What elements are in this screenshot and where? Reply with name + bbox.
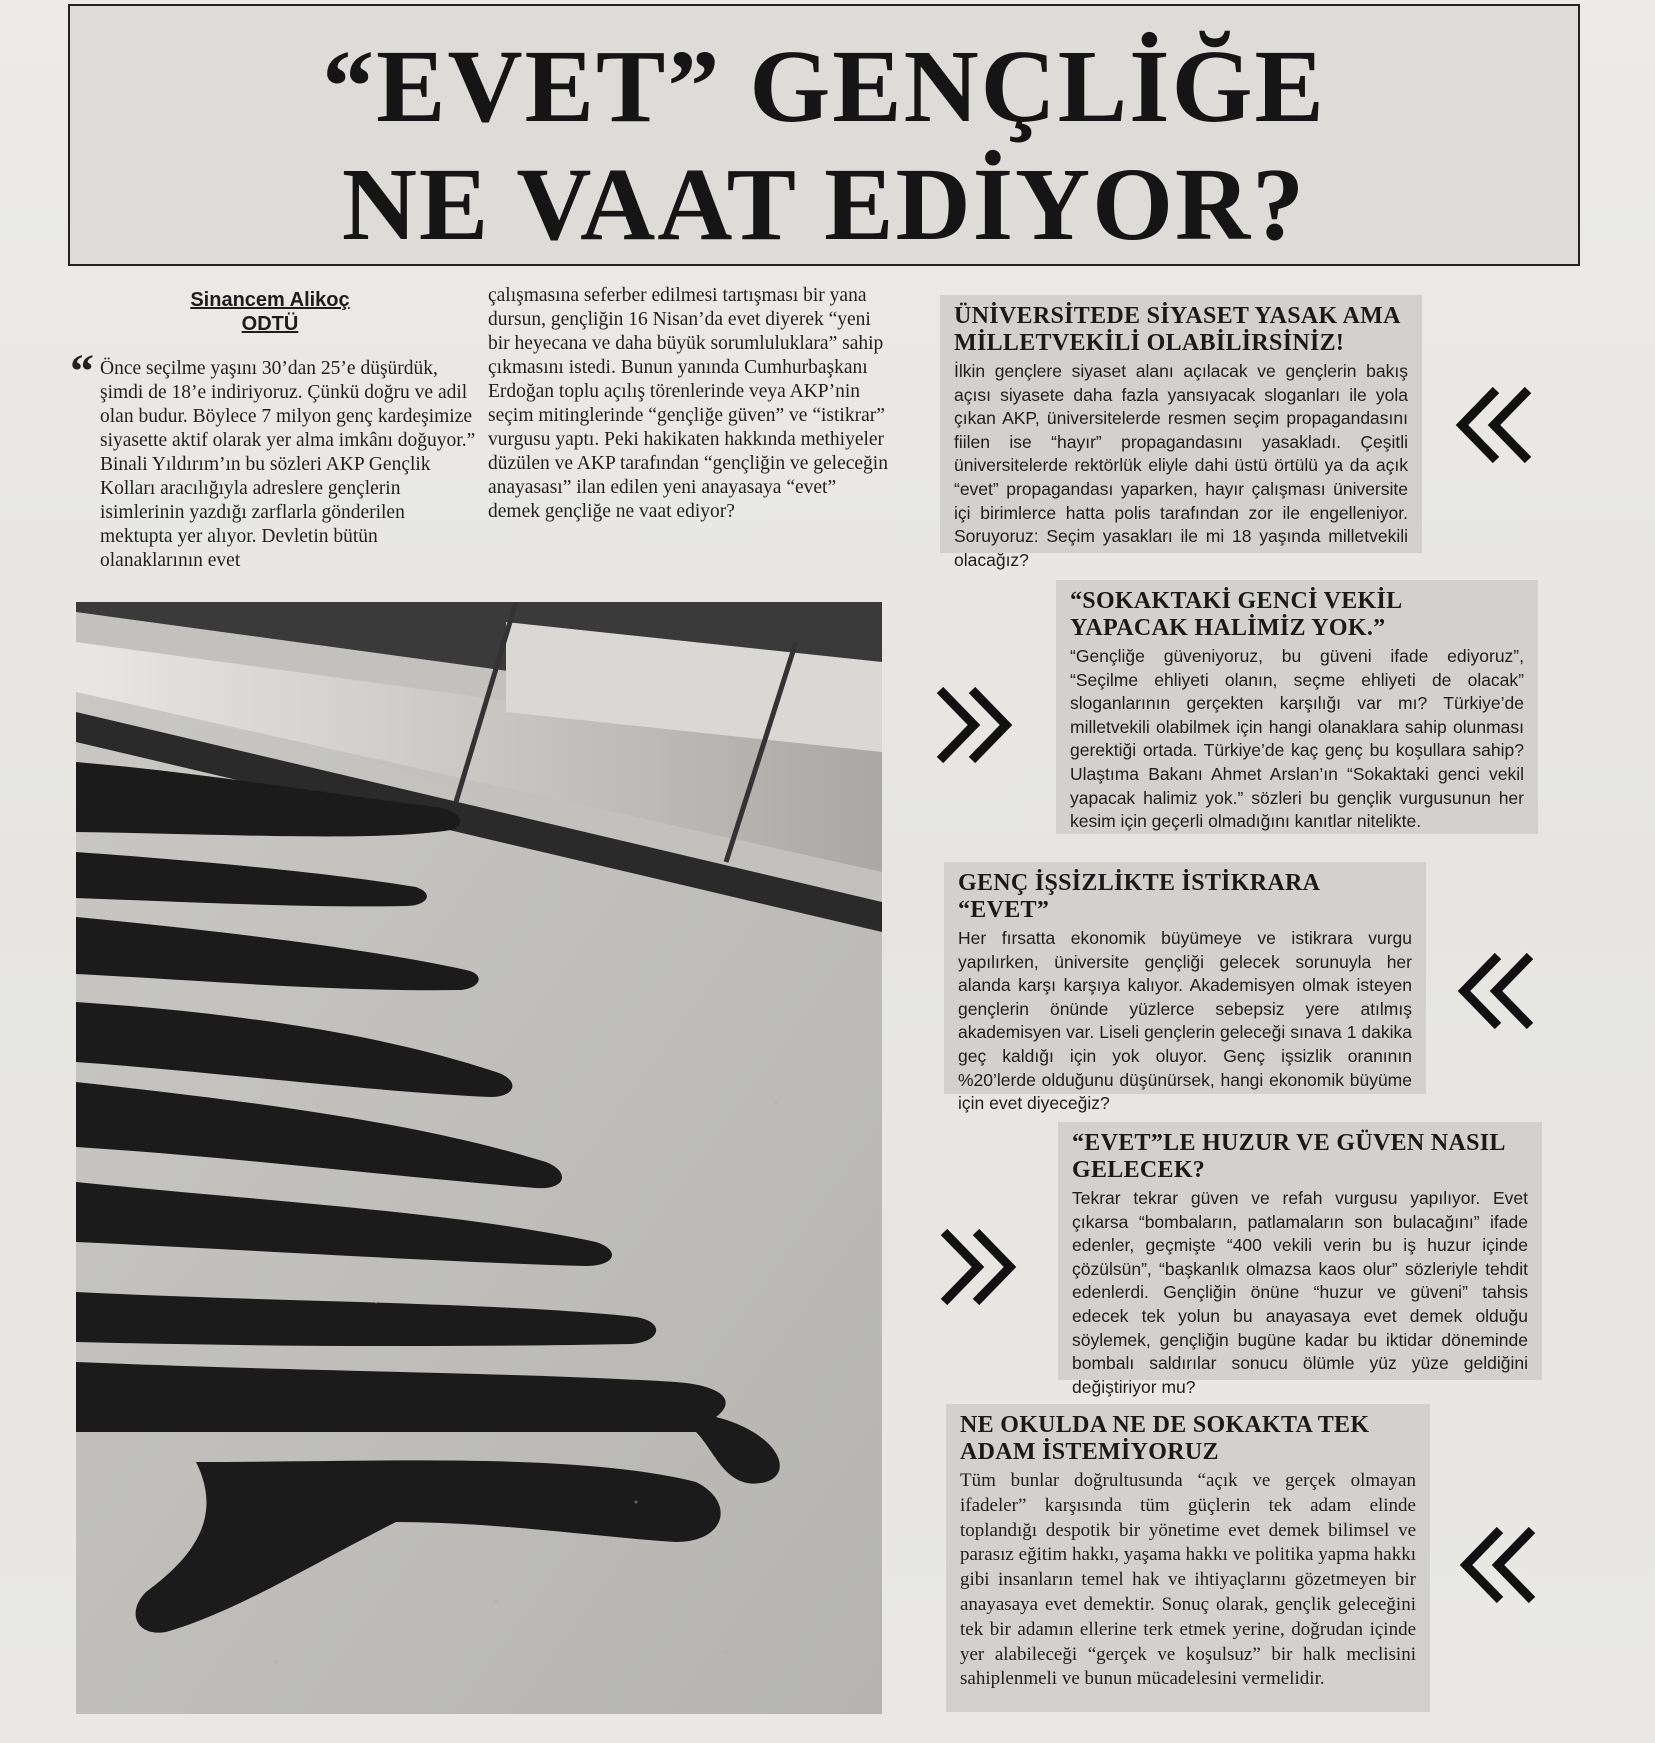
section-title: “EVET”LE HUZUR VE GÜVEN NASIL GELECEK?	[1072, 1130, 1505, 1183]
double-chevron-left-icon	[1448, 380, 1538, 470]
section-box-5	[946, 1404, 1430, 1712]
shadows-photo	[76, 602, 882, 1714]
headline	[70, 28, 1578, 264]
byline	[140, 288, 400, 336]
author-name: Sinancem Alikoç	[190, 289, 350, 311]
double-chevron-left-icon	[1452, 1520, 1542, 1610]
double-chevron-right-icon	[930, 680, 1020, 770]
section-title: NE OKULDA NE DE SOKAKTA TEK ADAM İSTEMİYORUZ	[960, 1412, 1370, 1465]
section-title: “SOKAKTAKİ GENCİ VEKİL YAPACAK HALİMİZ YOK.”	[1070, 588, 1402, 641]
headline-line-2: NE VAAT EDİYOR?	[341, 147, 1307, 262]
section-body: Her fırsatta ekonomik büyümeye ve istikrara vurgu yapılırken, üniversite gençliği gelecek sorunuyla her alanda karşı karşıya kalıyor. Akademisyen olmak isteyen gençlerin önünde yüzlerce sebepsiz yere atılmış akademisyen var. Liseli gençlerin geleceği sınava 1 dakika geç kaldığı için yok oluyor. Genç işsizlik oranının %20’lerde olduğunu düşünürsek, hangi ekonomik büyüme için evet diyeceğiz?	[958, 928, 1412, 1114]
headline-line-1: “EVET” GENÇLİĞE	[322, 29, 1326, 144]
double-chevron-left-icon	[1450, 946, 1540, 1036]
section-body: Tekrar tekrar güven ve refah vurgusu yapılıyor. Evet çıkarsa “bombaların, patlamaların son bulacağını” ifade edenler, geçmişte “400 vekili verin bu iş huzur içinde çözülsün”, “başkanlık olmazsa kaos olur” sözleriyle tehdit edenlerdi. Gençliğin önüne “huzur ve güveni” tahsis edecek tek yolun bu anayasaya evet demek olduğu söylemek, gençliğin bugüne kadar bu iktidar döneminde bombalı saldırılar sonucu ölümle yüz yüze geldiğini değiştiriyor mu?	[1072, 1188, 1528, 1397]
double-chevron-right-icon	[934, 1222, 1024, 1312]
headline-box	[68, 4, 1580, 266]
open-quote-mark: “	[70, 345, 94, 398]
section-title: GENÇ İŞSİZLİKTE İSTİKRARA “EVET”	[958, 870, 1319, 923]
shadows-photo-icon	[76, 602, 882, 1714]
intro-column-1: Önce seçilme yaşını 30’dan 25’e düşürdük, şimdi de 18’e indiriyoruz. Çünkü doğru ve adil olan budur. Böylece 7 milyon genç kardeşimize siyasette aktif olarak yer alma imkânı doğuyor.” Binali Yıldırım’ın bu sözleri AKP Gençlik Kolları aracılığıyla adreslere gençlerin isimlerinin yazdığı zarflarla gönderilen mektupta yer alıyor. Devletin bütün olanaklarının evet	[100, 358, 476, 571]
section-box-1	[940, 295, 1422, 570]
section-box-2	[1056, 580, 1538, 834]
section-box-3	[944, 862, 1426, 1114]
section-body: Tüm bunlar doğrultusunda “açık ve gerçek olmayan ifadeler” karşısında tüm güçlerin tek adam elinde toplandığı despotik bir yönetime evet demek bilimsel ve parasız eğitim hakkı, yaşama hakkı ve politika yapma hakkı gibi insanların temel hak ve ihtiyaçlarını gözetmeyen bir anayasaya evet demektir. Sonuç olarak, gençlik geleceğini tek bir adamın ellerine terk etmek yerine, doğrudan içinde yer alabileceği “gerçek ve koşulsuz” bir halk meclisini sahiplenmeli ve bunun mücadelesini vermelidir.	[960, 1470, 1416, 1690]
intro-column-2: çalışmasına seferber edilmesi tartışması bir yana dursun, gençliğin 16 Nisan’da evet diyerek “yeni bir heyecana ve daha büyük sorumluluklara” sahip çıkmasını istedi. Bunun yanında Cumhurbaşkanı Erdoğan toplu açılış törenlerinde veya AKP’nin seçim mitinglerinde “gençliğe güven” ve “istikrar” vurgusu yaptı. Peki hakikaten hakkında methiyeler düzülen ve AKP tarafından “gençliğin ve geleceğin anayasası” ilan edilen yeni anayasaya “evet” demek gençliğe ne vaat ediyor?	[488, 285, 888, 522]
section-body: İlkin gençlere siyaset alanı açılacak ve gençlerin bakış açısı siyasete daha fazla yansıyacak sloganları ile yola çıkan AKP, üniversitelerde resmen seçim propagandasını fiilen ise “hayır” propagandasını yasakladı. Çeşitli üniversitelerde rektörlük eliyle dahi üstü örtülü ya da açık “evet” propagandası yaparken, hayır çalışması üniversite içi birimlerce hatta polis tarafından zor ile engelleniyor. Soruyoruz: Seçim yasakları ile mi 18 yaşında milletvekili olacağız?	[954, 361, 1408, 570]
author-school: ODTÜ	[241, 313, 299, 335]
section-title: ÜNİVERSİTEDE SİYASET YASAK AMA MİLLETVEKİLİ OLABİLİRSİNİZ!	[954, 303, 1400, 356]
section-box-4	[1058, 1122, 1542, 1397]
section-body: “Gençliğe güveniyoruz, bu güveni ifade ediyoruz”, “Seçilme ehliyeti olanın, seçme ehliyeti de olacak” sloganlarının gerçekten karşılığı var mı? Türkiye’de milletvekili olabilmek için hangi olanaklara sahip olunması gerektiği ortada. Türkiye’de kaç genç bu koşullara sahip? Ulaştıma Bakanı Ahmet Arslan’ın “Sokaktaki genci vekil yapacak halimiz yok.” sözleri bu gençlik vurgusunun her kesim için geçerli olmadığını kanıtlar nitelikte.	[1070, 646, 1524, 832]
